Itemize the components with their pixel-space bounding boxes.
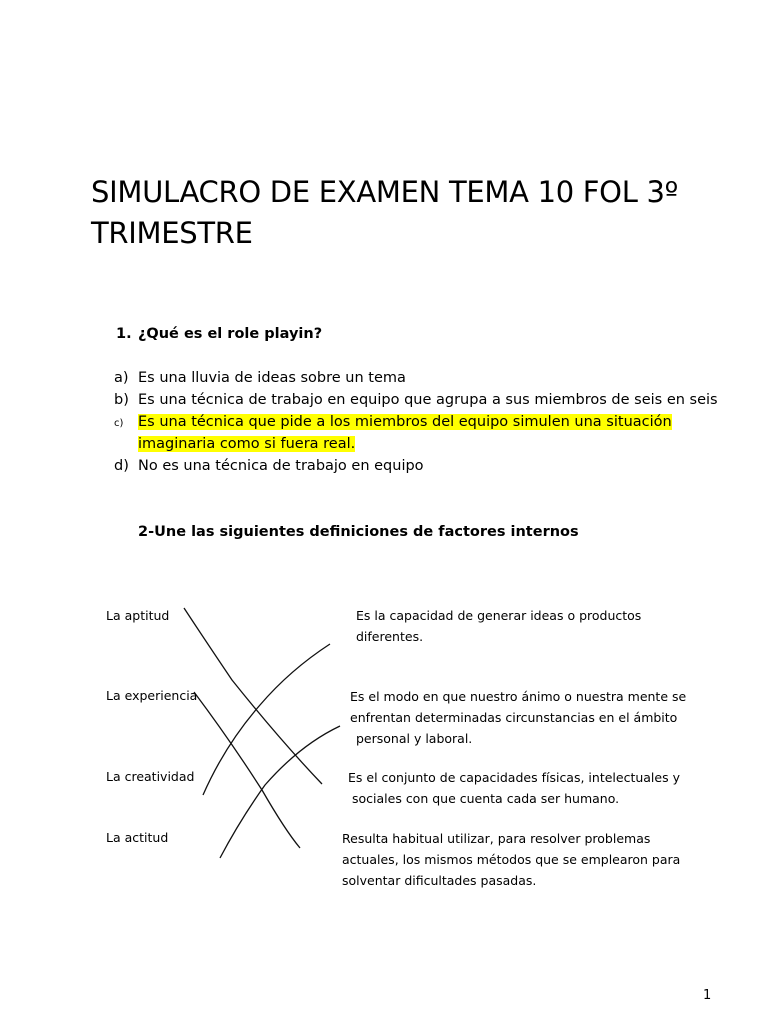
match-line-actitud [220,726,340,858]
definition-2-line1: Es el modo en que nuestro ánimo o nuestra mente se [350,689,687,704]
option-a [114,367,734,389]
question-1-number: 1. [116,326,132,342]
question-1-text: ¿Qué es el role playin? [138,326,323,342]
definition-3-line1: Es el conjunto de capacidades físicas, intelectuales y [348,770,680,785]
option-d [114,455,734,477]
question-2-title: 2-Une las siguientes definiciones de factores internos [138,524,579,540]
match-line-experiencia [194,692,300,848]
definition-2-line2: enfrentan determinadas circunstancias en el ámbito [350,710,678,725]
definition-1-line2: diferentes. [356,629,424,644]
option-d-text: No es una técnica de trabajo en equipo [138,458,424,474]
definition-4-line2: actuales, los mismos métodos que se emplearon para [342,852,681,867]
term-actitud: La actitud [106,830,169,845]
term-creatividad: La creatividad [106,769,195,784]
option-a-marker: a) [114,370,129,386]
option-b-marker: b) [114,392,129,408]
option-c-text-highlighted: Es una técnica que pide a los miembros del equipo simulen una situación imaginaria como si fuera real. [138,414,672,452]
page-number: 1 [703,988,712,1003]
option-d-marker: d) [114,458,129,474]
definition-1 [356,605,726,647]
definition-1-line1: Es la capacidad de generar ideas o productos [356,608,642,623]
option-a-text: Es una lluvia de ideas sobre un tema [138,370,406,386]
option-b-text: Es una técnica de trabajo en equipo que agrupa a sus miembros de seis en seis [138,392,718,408]
option-b [114,389,734,411]
question-1-options [114,367,734,477]
definition-3-line2: sociales con que cuenta cada ser humano. [352,791,620,806]
page-title: SIMULACRO DE EXAMEN TEMA 10 FOL 3º TRIMESTRE [91,175,678,250]
definition-2 [350,686,720,749]
match-line-creatividad [203,644,330,795]
question-1 [116,326,322,342]
definition-3 [348,767,718,809]
option-c [114,411,734,455]
option-c-marker: c) [114,418,124,429]
definition-4-line1: Resulta habitual utilizar, para resolver problemas [342,831,651,846]
definition-4-line3: solventar dificultades pasadas. [342,873,537,888]
match-line-aptitud [184,608,322,784]
term-aptitud: La aptitud [106,608,170,623]
term-experiencia: La experiencia [106,688,198,703]
definition-2-line3: personal y laboral. [356,731,473,746]
definition-4 [342,828,712,891]
